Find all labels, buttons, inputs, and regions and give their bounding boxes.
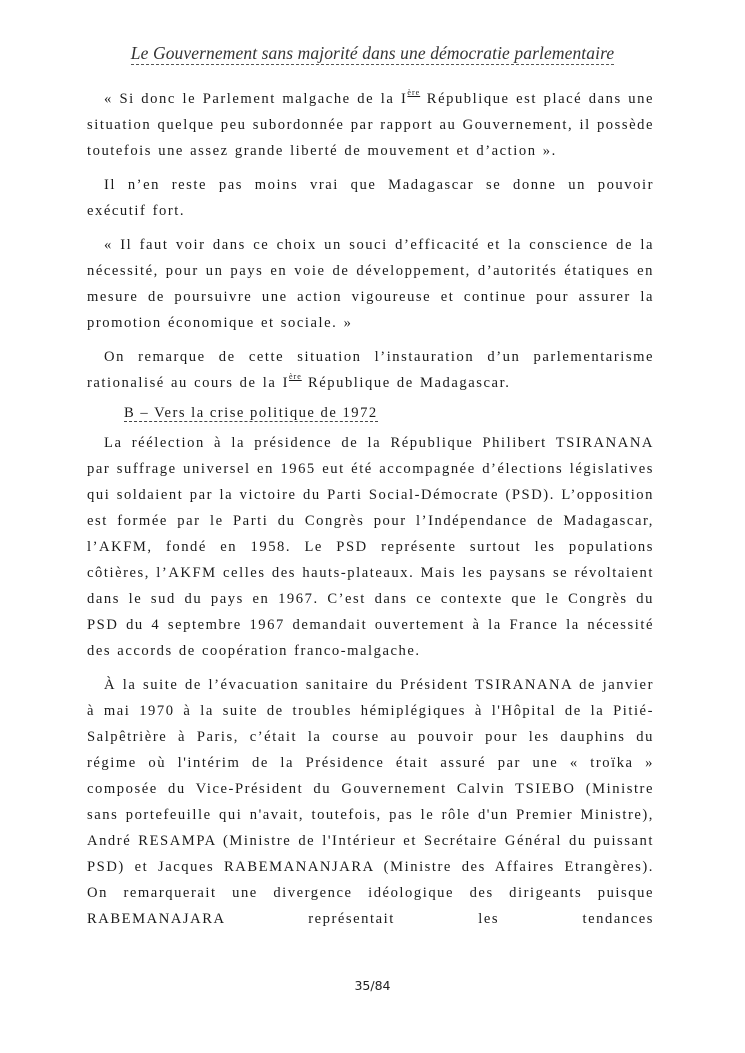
paragraph-text: République de Madagascar.: [301, 375, 511, 391]
page-body: [87, 86, 654, 940]
paragraph-rationalized-parliamentarism: [87, 344, 654, 396]
ordinal-superscript: ère: [288, 372, 302, 381]
paragraph-text: République est placé dans une situation quelque peu subordonnée par rapport au Gouvernement, il possède toutefois une assez grande liberté de mouvement et d’action ».: [87, 91, 655, 159]
paragraph-text: « Si donc le Parlement malgache de la I: [104, 91, 408, 107]
section-subheading: [124, 400, 654, 426]
paragraph-1965-election: La réélection à la présidence de la République Philibert TSIRANANA par suffrage universel en 1965 eut été accompagnée d’élections législatives qui soldaient par la victoire du Parti Social-Démocrate (PSD). L’opposition est formée par le Parti du Congrès pour l’Indépendance de Madagascar, l’AKFM, fondé en 1958. Le PSD représente surtout les populations côtières, l’AKFM celles des hauts-plateaux. Mais les paysans se révoltaient dans le sud du pays en 1967. C’est dans ce contexte que le Congrès du PSD du 4 septembre 1967 demandait ouvertement à la France la nécessité des accords de coopération franco-malgache.: [87, 435, 654, 659]
ordinal-superscript: ère: [407, 88, 421, 97]
paragraph-1970-evacuation: À la suite de l’évacuation sanitaire du Président TSIRANANA de janvier à mai 1970 à la suite de troubles hémiplégiques à l'Hôpital de la Pitié-Salpêtrière à Paris, c’était la course au pouvoir pour les dauphins du régime où l'intérim de la Présidence était assuré par une « troïka » composée du Vice-Président du Gouvernement Calvin TSIEBO (Ministre sans portefeuille qui n'avait, toutefois, pas le rôle d'un Premier Ministre), André RESAMPA (Ministre de l'Intérieur et Secrétaire Général du puissant PSD) et Jacques RABEMANANJARA (Ministre des Affaires Etrangères). On remarquerait une divergence idéologique des dirigeants puisque RABEMANAJARA représentait les tendances: [87, 677, 654, 927]
paragraph-quote-efficiency: « Il faut voir dans ce choix un souci d’efficacité et la conscience de la nécessité, pour un pays en voie de développement, d’autorités étatiques en mesure de poursuivre une action vigoureuse et continue pour assurer la promotion économique et sociale. »: [87, 237, 654, 331]
paragraph-text: On remarque de cette situation l’instauration d’un parlementarisme rationalisé au cours de la I: [87, 349, 654, 391]
running-header-title: Le Gouvernement sans majorité dans une démocratie parlementaire: [130, 43, 615, 63]
paragraph-executive-power: Il n’en reste pas moins vrai que Madagascar se donne un pouvoir exécutif fort.: [87, 177, 654, 219]
running-header: [0, 43, 745, 64]
section-subheading-text: B – Vers la crise politique de 1972: [124, 405, 378, 421]
paragraph-quote-parliament: [87, 86, 654, 164]
page-number: 35/84: [354, 978, 391, 993]
